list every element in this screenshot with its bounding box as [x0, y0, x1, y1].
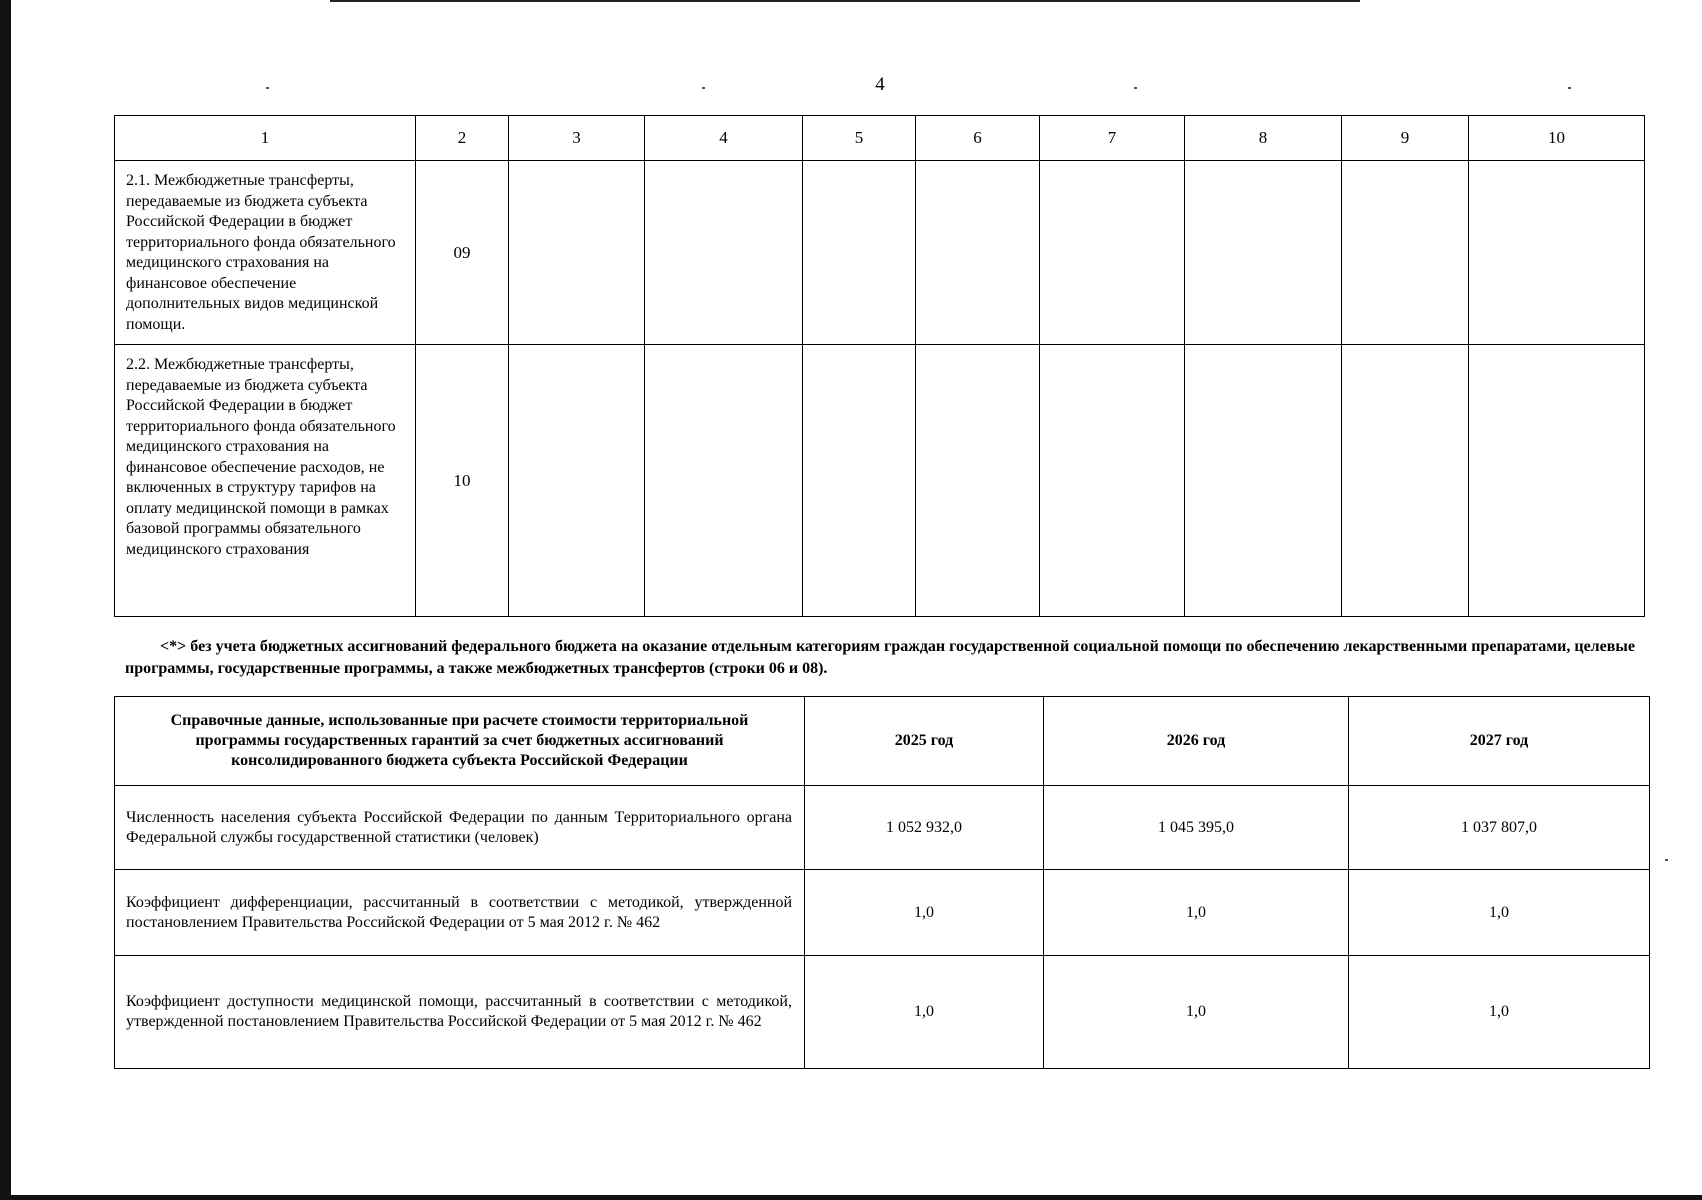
column-number-cell: 7 — [1040, 116, 1185, 161]
empty-cell — [916, 161, 1040, 345]
column-number-cell: 8 — [1185, 116, 1342, 161]
column-number-cell: 9 — [1342, 116, 1469, 161]
empty-cell — [509, 161, 645, 345]
empty-cell — [1040, 345, 1185, 617]
table-row — [115, 786, 1650, 870]
year-header: 2025 год — [805, 697, 1044, 786]
empty-cell — [645, 161, 803, 345]
value-cell: 1,0 — [1044, 870, 1349, 956]
value-cell: 1,0 — [1349, 870, 1650, 956]
table-header-row — [115, 697, 1650, 786]
empty-cell — [1342, 161, 1469, 345]
row-code-cell: 09 — [416, 161, 509, 345]
value-cell: 1,0 — [805, 870, 1044, 956]
column-number-row — [115, 116, 1645, 161]
empty-cell — [916, 345, 1040, 617]
column-number-cell: 4 — [645, 116, 803, 161]
table-row — [115, 870, 1650, 956]
value-cell: 1,0 — [1349, 956, 1650, 1069]
empty-cell — [1185, 345, 1342, 617]
row-name-cell: 2.1. Межбюджетные трансферты, передаваемые из бюджета субъекта Российской Федерации в бюджет территориального фонда обязательного медицинского страхования на финансовое обеспечение дополнительных видов медицинской помощи. — [115, 161, 416, 345]
footnote: <*> без учета бюджетных ассигнований федерального бюджета на оказание отдельным категориям граждан государственной социальной помощи по обеспечению лекарственными препаратами, целевые программы, государственные программы, а также межбюджетных трансфертов (строки 06 и 08). — [125, 638, 1635, 677]
scan-top-edge — [330, 0, 1360, 2]
table-row — [115, 161, 1645, 345]
row-description-cell: Коэффициент доступности медицинской помощи, рассчитанный в соответствии с методикой, утвержденной постановлением Правительства Российской Федерации от 5 мая 2012 г. № 462 — [115, 956, 805, 1069]
column-number-cell: 5 — [803, 116, 916, 161]
empty-cell — [509, 345, 645, 617]
scan-bottom-edge — [0, 1195, 1702, 1200]
scan-speck — [1665, 859, 1668, 861]
value-cell: 1 052 932,0 — [805, 786, 1044, 870]
empty-cell — [1185, 161, 1342, 345]
column-number-cell: 6 — [916, 116, 1040, 161]
column-number-cell: 1 — [115, 116, 416, 161]
empty-cell — [1342, 345, 1469, 617]
row-description-cell: Численность населения субъекта Российской Федерации по данным Территориального органа Федеральной службы государственной статистики (человек) — [115, 786, 805, 870]
year-header: 2026 год — [1044, 697, 1349, 786]
value-cell: 1,0 — [805, 956, 1044, 1069]
table-row — [115, 956, 1650, 1069]
empty-cell — [1040, 161, 1185, 345]
row-description-cell: Коэффициент дифференциации, рассчитанный в соответствии с методикой, утвержденной постановлением Правительства Российской Федерации от 5 мая 2012 г. № 462 — [115, 870, 805, 956]
reference-data-header: Справочные данные, использованные при расчете стоимости территориальной программы государственных гарантий за счет бюджетных ассигнований консолидированного бюджета субъекта Российской Федерации — [115, 697, 805, 786]
value-cell: 1 037 807,0 — [1349, 786, 1650, 870]
scan-left-edge — [0, 0, 11, 1200]
year-header: 2027 год — [1349, 697, 1650, 786]
column-number-cell: 10 — [1469, 116, 1645, 161]
row-name-cell: 2.2. Межбюджетные трансферты, передаваемые из бюджета субъекта Российской Федерации в бюджет территориального фонда обязательного медицинского страхования на финансовое обеспечение расходов, не включенных в структуру тарифов на оплату медицинской помощи в рамках базовой программы обязательного медицинского страхования — [115, 345, 416, 617]
empty-cell — [803, 161, 916, 345]
column-number-cell: 3 — [509, 116, 645, 161]
column-number-cell: 2 — [416, 116, 509, 161]
value-cell: 1,0 — [1044, 956, 1349, 1069]
budget-transfers-table — [114, 115, 1645, 617]
table-row — [115, 345, 1645, 617]
page-number: 4 — [875, 74, 885, 95]
value-cell: 1 045 395,0 — [1044, 786, 1349, 870]
reference-data-table — [114, 696, 1650, 1069]
empty-cell — [1469, 161, 1645, 345]
row-code-cell: 10 — [416, 345, 509, 617]
empty-cell — [1469, 345, 1645, 617]
empty-cell — [803, 345, 916, 617]
empty-cell — [645, 345, 803, 617]
